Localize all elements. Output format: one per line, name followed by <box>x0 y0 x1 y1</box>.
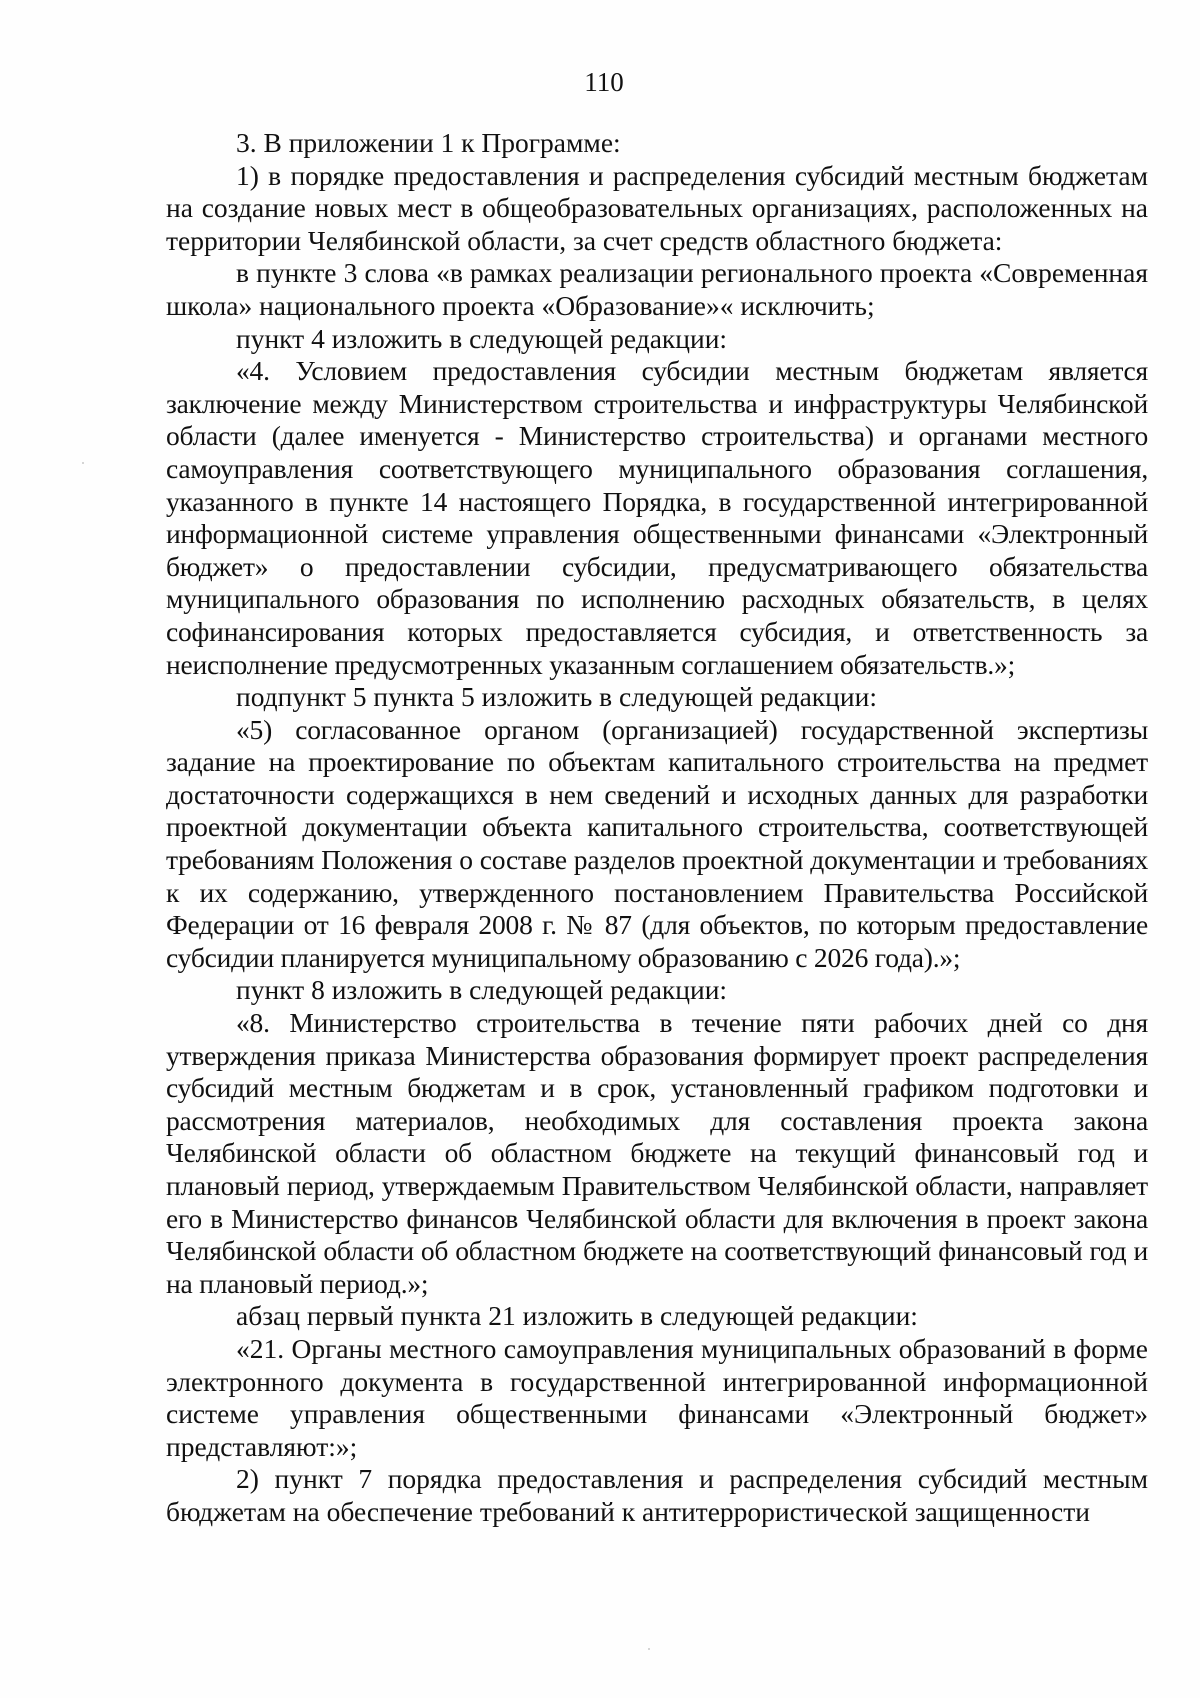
document-body <box>166 127 1148 1529</box>
paragraph-point-4-intro: пункт 4 изложить в следующей редакции: <box>236 322 728 354</box>
paragraph-point-8-intro: пункт 8 изложить в следующей редакции: <box>236 974 728 1006</box>
paragraph-point-21-text: «21. Органы местного самоуправления муниципальных образований в форме электронного документа в государственной интегрированной информационной системе управления общественными финансами «Электронный бюджет» представляют:»; <box>166 1332 1148 1462</box>
paragraph-point-4-text: «4. Условием предоставления субсидии местным бюджетам является заключение между Министерством строительства и инфраструктуры Челябинской области (далее именуется - Министерство строительства) и органами местного самоуправления соответствующего муниципального образования соглашения, указанного в пункте 14 настоящего Порядка, в государственной интегрированной информационной системе управления общественными финансами «Электронный бюджет» о предоставлении субсидии, предусматривающего обязательства муниципального образования по исполнению расходных обязательств, в целях софинансирования которых предоставляется субсидия, и ответственность за неисполнение предусмотренных указанным соглашением обязательств.»; <box>166 355 1148 680</box>
scan-speck <box>82 462 84 464</box>
scan-speck <box>648 1648 650 1650</box>
paragraph-point-3-change: в пункте 3 слова «в рамках реализации регионального проекта «Современная школа» национального проекта «Образование»« исключить; <box>166 257 1148 321</box>
paragraph-item-2: 2) пункт 7 порядка предоставления и распределения субсидий местным бюджетам на обеспечение требований к антитеррористической защищенности <box>166 1463 1148 1527</box>
paragraph-subpoint-5-text: «5) согласованное органом (организацией) государственной экспертизы задание на проектирование по объектам капитального строительства на предмет достаточности содержащихся в нем сведений и исходных данных для разработки проектной документации объекта капитального строительства, соответствующей требованиям Положения о составе разделов проектной документации и требованиях к их содержанию, утвержденного постановлением Правительства Российской Федерации от 16 февраля 2008 г. № 87 (для объектов, по которым предоставление субсидии планируется муниципальному образованию с 2026 года).»; <box>166 713 1148 973</box>
paragraph-appendix-heading: 3. В приложении 1 к Программе: <box>236 127 621 158</box>
paragraph-item-1: 1) в порядке предоставления и распределения субсидий местным бюджетам на создание новых мест в общеобразовательных организациях, расположенных на территории Челябинской области, за счет средств областного бюджета: <box>166 159 1148 256</box>
paragraph-point-21-intro: абзац первый пункта 21 изложить в следующей редакции: <box>236 1300 918 1332</box>
page-number: 110 <box>584 67 624 97</box>
paragraph-point-8-text: «8. Министерство строительства в течение пяти рабочих дней со дня утверждения приказа Министерства образования формирует проект распределения субсидий местным бюджетам и в срок, установленный графиком подготовки и рассмотрения материалов, необходимых для составления проекта закона Челябинской области об областном бюджете на текущий финансовый год и плановый период, утверждаемым Правительством Челябинской области, направляет его в Министерство финансов Челябинской области для включения в проект закона Челябинской области об областном бюджете на соответствующий финансовый год и на плановый период.»; <box>166 1007 1148 1299</box>
paragraph-subpoint-5-intro: подпункт 5 пункта 5 изложить в следующей редакции: <box>236 681 877 713</box>
